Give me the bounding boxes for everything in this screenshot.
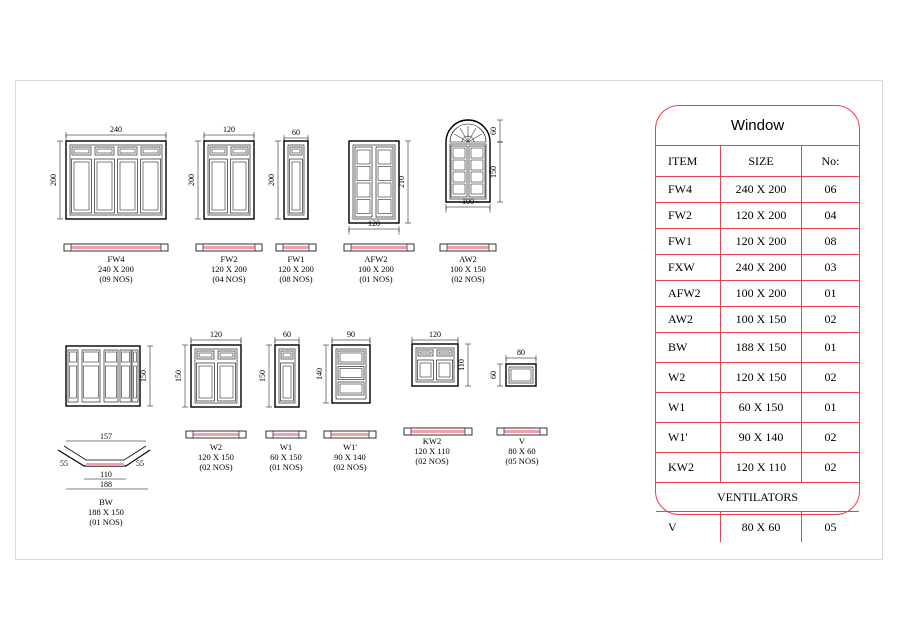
dimension-height: 150	[489, 166, 498, 178]
dimension-side-right: 55	[136, 459, 144, 468]
window-w1	[258, 330, 306, 472]
schedule-cell-item: W2	[656, 363, 721, 393]
schedule-row	[656, 203, 859, 229]
window-size: 188 X 150	[88, 507, 124, 517]
schedule-cell-no: 02	[802, 307, 860, 333]
schedule-cell-no: 01	[802, 333, 860, 363]
schedule-cell-size: 240 X 200	[721, 255, 802, 281]
schedule-cell-no: 02	[802, 363, 860, 393]
window-size: 120 X 200	[278, 264, 314, 274]
window-code: W1	[279, 442, 293, 452]
window-quantity: (02 NOS)	[199, 462, 233, 472]
schedule-cell-size: 240 X 200	[721, 177, 802, 203]
schedule-cell-item: W1'	[656, 423, 721, 453]
window-quantity: (05 NOS)	[505, 456, 539, 466]
schedule-cell-no: 08	[802, 229, 860, 255]
dimension-top: 157	[100, 432, 112, 441]
window-code: W1'	[343, 442, 357, 452]
window-aw2	[440, 120, 503, 284]
schedule-cell-no: 02	[802, 423, 860, 453]
schedule-cell-no: 03	[802, 255, 860, 281]
window-quantity: (01 NOS)	[359, 274, 393, 284]
window-quantity: (01 NOS)	[89, 517, 123, 527]
dimension-height: 210	[397, 176, 406, 188]
schedule-row	[656, 393, 859, 423]
window-size: 100 X 200	[358, 264, 394, 274]
window-w2	[174, 330, 246, 472]
dimension-height: 200	[187, 174, 196, 186]
window-size: 90 X 140	[334, 452, 366, 462]
window-code: BW	[99, 497, 113, 507]
schedule-cell-no: 04	[802, 203, 860, 229]
dimension-middle: 110	[100, 470, 112, 479]
window-quantity: (02 NOS)	[451, 274, 485, 284]
schedule-row	[656, 423, 859, 453]
window-quantity: (02 NOS)	[415, 456, 449, 466]
window-code: AW2	[459, 254, 477, 264]
window-code: W2	[209, 442, 223, 452]
schedule-cell-size: 100 X 200	[721, 281, 802, 307]
window-bw	[58, 346, 153, 527]
schedule-cell-size: 188 X 150	[721, 333, 802, 363]
window-code: FW2	[220, 254, 238, 264]
schedule-cell-no: 06	[802, 177, 860, 203]
schedule-cell-item: KW2	[656, 453, 721, 483]
window-size: 80 X 60	[508, 446, 536, 456]
schedule-cell-no: 01	[802, 393, 860, 423]
window-schedule-table	[655, 105, 860, 534]
window-afw2	[344, 141, 414, 284]
dimension-height: 150	[258, 370, 267, 382]
schedule-cell-item: V	[668, 519, 677, 534]
dimension-width: 120	[368, 219, 380, 228]
dimension-width: 60	[283, 330, 291, 339]
window-fw1	[267, 128, 316, 284]
ventilators-title: VENTILATORS	[656, 483, 859, 512]
window-quantity: (09 NOS)	[99, 274, 133, 284]
dimension-side-left: 55	[60, 459, 68, 468]
window-fw4	[49, 125, 168, 284]
dimension-width: 90	[347, 330, 355, 339]
header-no: No:	[802, 146, 860, 177]
schedule-row	[656, 333, 859, 363]
schedule-row	[656, 177, 859, 203]
schedule-cell-size: 120 X 150	[721, 363, 802, 393]
schedule-cell-size: 120 X 200	[721, 203, 802, 229]
window-w1-prime	[315, 330, 376, 472]
window-code: FW4	[107, 254, 125, 264]
window-size: 100 X 150	[450, 264, 486, 274]
window-size: 120 X 150	[198, 452, 234, 462]
window-code: KW2	[422, 436, 442, 446]
dimension-width: 240	[110, 125, 122, 134]
dimension-width: 80	[517, 348, 525, 357]
schedule-row	[656, 363, 859, 393]
schedule-cell-item: W1	[656, 393, 721, 423]
dimension-height: 60	[489, 127, 498, 135]
schedule-row	[656, 229, 859, 255]
dimension-height: 150	[174, 370, 183, 382]
schedule-cell-item: FW1	[656, 229, 721, 255]
schedule-row	[656, 512, 859, 543]
dimension-width: 120	[210, 330, 222, 339]
dimension-width: 120	[223, 125, 235, 134]
window-kw2	[404, 330, 472, 466]
schedule-cell-item: AW2	[656, 307, 721, 333]
schedule-cell-item: AFW2	[656, 281, 721, 307]
schedule-cell-size: 120 X 200	[721, 229, 802, 255]
schedule-cell-no: 05	[824, 519, 837, 534]
window-code: V	[518, 436, 526, 446]
window-fw2	[187, 125, 262, 284]
dimension-height: 110	[457, 359, 466, 371]
dimension-height: 200	[267, 174, 276, 186]
schedule-row	[656, 453, 859, 483]
schedule-cell-item: BW	[656, 333, 721, 363]
schedule-cell-size: 90 X 140	[721, 423, 802, 453]
schedule-cell-no: 01	[802, 281, 860, 307]
window-size: 120 X 110	[414, 446, 450, 456]
schedule-cell-size: 100 X 150	[721, 307, 802, 333]
window-size: 120 X 200	[211, 264, 247, 274]
schedule-cell-item: FXW	[656, 255, 721, 281]
dimension-height: 60	[489, 371, 498, 379]
schedule-row	[656, 281, 859, 307]
dimension-width: 100	[462, 197, 474, 206]
dimension-height: 150	[139, 370, 148, 382]
dimension-width: 60	[292, 128, 300, 137]
window-v	[489, 348, 547, 466]
schedule-row	[656, 307, 859, 333]
window-code: AFW2	[364, 254, 388, 264]
window-size: 240 X 200	[98, 264, 134, 274]
dimension-height: 200	[49, 174, 58, 186]
header-item: ITEM	[656, 146, 721, 177]
schedule-cell-item: FW2	[656, 203, 721, 229]
schedule-cell-size: 80 X 60	[721, 512, 802, 543]
schedule-cell-item: FW4	[656, 177, 721, 203]
dimension-bottom: 188	[100, 480, 112, 489]
schedule-cell-size: 60 X 150	[721, 393, 802, 423]
schedule-cell-no: 02	[802, 453, 860, 483]
schedule-cell-size: 120 X 110	[721, 453, 802, 483]
window-quantity: (02 NOS)	[333, 462, 367, 472]
dimension-width: 120	[429, 330, 441, 339]
header-size: SIZE	[721, 146, 802, 177]
window-size: 60 X 150	[270, 452, 302, 462]
window-quantity: (04 NOS)	[212, 274, 246, 284]
schedule-row	[656, 255, 859, 281]
schedule-title: Window	[656, 106, 859, 146]
dimension-height: 140	[315, 368, 324, 380]
window-code: FW1	[287, 254, 305, 264]
window-quantity: (08 NOS)	[279, 274, 313, 284]
window-quantity: (01 NOS)	[269, 462, 303, 472]
